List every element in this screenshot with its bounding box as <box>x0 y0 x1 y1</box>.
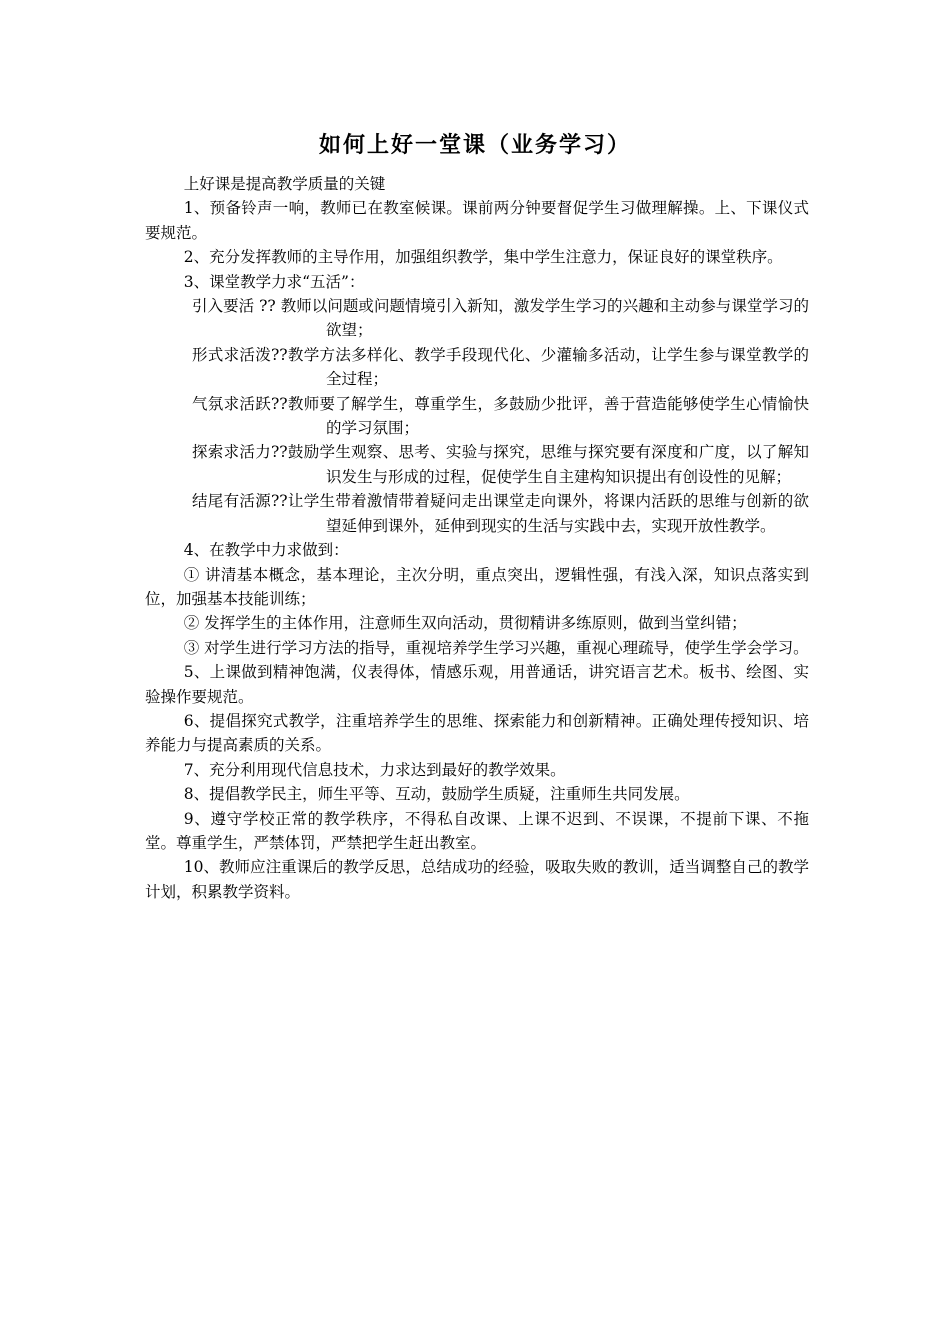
intro-paragraph: 上好课是提高教学质量的关键 <box>183 175 386 193</box>
five-active-item-4: 探索求活力??鼓励学生观察、思考、实验与探究，思维与探究要有深度和广度，以了解知识发生与形成的过程，促使学生自主建构知识提出有创设性的见解； <box>192 443 809 486</box>
paragraph-4-item-2: ② 发挥学生的主体作用，注意师生双向活动，贯彻精讲多练原则，做到当堂纠错； <box>183 614 747 633</box>
paragraph-2: 2、充分发挥教师的主导作用，加强组织教学，集中学生注意力，保证良好的课堂秩序。 <box>183 248 783 267</box>
five-active-item-5: 结尾有活源??让学生带着激情带着疑问走出课堂走向课外，将课内活跃的思维与创新的欲望延伸到课外，延伸到现实的生活与实践中去，实现开放性教学。 <box>192 492 809 535</box>
paragraph-4-item-1: ① 讲清基本概念，基本理论，主次分明，重点突出，逻辑性强，有浅入深，知识点落实到位，加强基本技能训练； <box>145 565 809 608</box>
paragraph-4: 4、在教学中力求做到： <box>183 541 349 560</box>
paragraph-3: 3、课堂教学力求“五活”： <box>183 272 365 291</box>
paragraph-8: 8、提倡教学民主，师生平等、互动，鼓励学生质疑，注重师生共同发展。 <box>183 785 690 804</box>
paragraph-6: 6、提倡探究式教学，注重培养学生的思维、探索能力和创新精神。正确处理传授知识、培养能力与提高素质的关系。 <box>145 711 809 755</box>
paragraph-7: 7、充分利用现代信息技术，力求达到最好的教学效果。 <box>183 760 566 779</box>
paragraph-1: 1、预备铃声一响，教师已在教室候课。课前两分钟要督促学生习做理解操。上、下课仪式要规范。 <box>145 199 809 242</box>
five-active-item-1: 引入要活 ?? 教师以问题或问题情境引入新知，激发学生学习的兴趣和主动参与课堂学习的欲望； <box>192 297 809 340</box>
five-active-item-2: 形式求活泼??教学方法多样化、教学手段现代化、少灌输多活动，让学生参与课堂教学的全过程； <box>192 345 809 389</box>
paragraph-5: 5、上课做到精神饱满，仪表得体，情感乐观，用普通话，讲究语言艺术。板书、绘图、实验操作要规范。 <box>145 663 809 706</box>
paragraph-10: 10、教师应注重课后的教学反思，总结成功的经验，吸取失败的教训，适当调整自己的教学计划，积累教学资料。 <box>145 858 809 901</box>
five-active-item-3: 气氛求活跃??教师要了解学生，尊重学生，多鼓励少批评，善于营造能够使学生心情愉快的学习氛围； <box>192 394 809 438</box>
document-title: 如何上好一堂课（业务学习） <box>318 133 631 158</box>
paragraph-9: 9、遵守学校正常的教学秩序，不得私自改课、上课不迟到、不误课，不提前下课、不拖堂。尊重学生，严禁体罚，严禁把学生赶出教室。 <box>145 809 809 852</box>
document-body <box>145 172 809 904</box>
paragraph-4-item-3: ③ 对学生进行学习方法的指导，重视培养学生学习兴趣，重视心理疏导，使学生学会学习。 <box>183 638 809 657</box>
